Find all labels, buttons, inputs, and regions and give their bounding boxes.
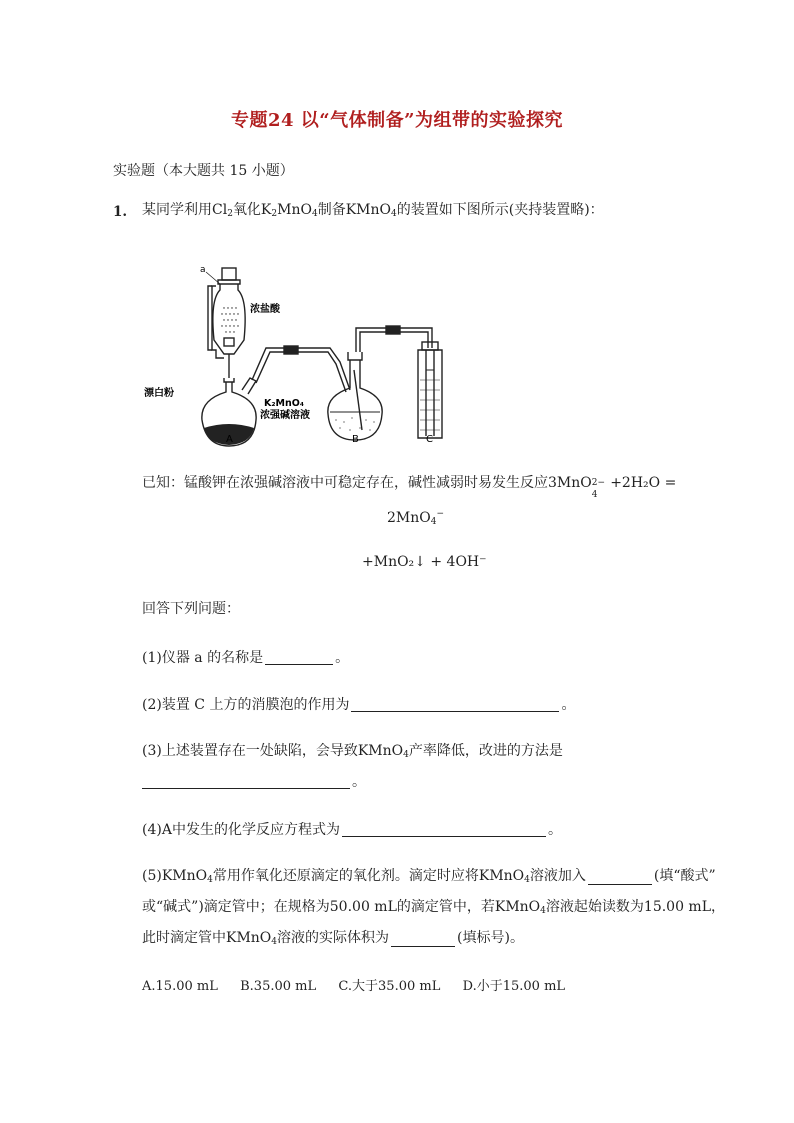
label-flask-a: A: [226, 434, 233, 445]
answer-blank-5a[interactable]: [588, 870, 652, 885]
label-bleaching-powder: 漂白粉: [144, 388, 174, 399]
known-line-1: 已知：锰酸钾在浓强碱溶液中可稳定存在，碱性减弱时易发生反应3MnO 2− 4 +2H₂O =: [142, 475, 677, 500]
part-2: (2)装置 C 上方的消膜泡的作用为 。: [142, 697, 576, 713]
answer-blank-3[interactable]: [142, 774, 350, 789]
label-cylinder-c: C: [426, 434, 433, 445]
apparatus-figure: [140, 250, 450, 450]
option-d[interactable]: D.小于15.00 mL: [462, 979, 566, 994]
answer-blank-4[interactable]: [342, 822, 546, 837]
funnel-stopper: [222, 268, 236, 280]
option-a[interactable]: A.15.00 mL: [142, 979, 218, 994]
known-line-3: +MnO₂↓ + 4OH⁻: [362, 554, 487, 570]
cylinder-c: [418, 350, 442, 438]
separatory-funnel: [213, 284, 245, 354]
page-title: 专题24 以“气体制备”为组带的实验探究: [230, 110, 564, 131]
section-heading: 实验题（本大题共 15 小题）: [113, 163, 294, 179]
answer-blank-1[interactable]: [265, 650, 333, 665]
part-1: (1)仪器 a 的名称是 。: [142, 650, 350, 666]
label-a: a: [200, 265, 206, 275]
question-stem: 某同学利用$Cl_2$氧化$K_2MnO_4$制备KMnO$_4$的装置如下图所示(夹持装置略)：: [142, 202, 604, 219]
answer-prompt: 回答下列问题：: [142, 601, 240, 617]
flask-b: [328, 360, 382, 440]
part-5-line-1: (5)KMnO$_4$常用作氧化还原滴定的氧化剂。滴定时应将KMnO$_4$溶液加入 (填“酸式”: [142, 868, 716, 885]
option-b[interactable]: B.35.00 mL: [240, 979, 317, 994]
part-3: (3)上述装置存在一处缺陷，会导致KMnO$_4$产率降低，改进的方法是: [142, 743, 563, 760]
part-4: (4)A中发生的化学反应方程式为 。: [142, 822, 562, 838]
part-5-line-3: 此时滴定管中KMnO$_4$溶液的实际体积为 (填标号)。: [142, 930, 524, 947]
connecting-tube-ab: [252, 348, 350, 390]
label-strong-base: 浓强碱溶液: [260, 410, 310, 421]
label-concentrated-hcl: 浓盐酸: [250, 304, 280, 315]
option-c[interactable]: C.大于35.00 mL: [338, 979, 441, 994]
answer-blank-2[interactable]: [351, 697, 559, 712]
label-k2mno4: K₂MnO₄: [264, 398, 304, 409]
answer-options: [142, 980, 565, 993]
label-flask-b: B: [352, 434, 359, 445]
part-3-answer: 。: [142, 774, 366, 789]
answer-blank-5b[interactable]: [391, 932, 455, 947]
question-number: 1.: [113, 204, 128, 220]
known-line-2: 2MnO$_4$−: [387, 509, 445, 527]
part-5-line-2: 或“碱式”)滴定管中；在规格为50.00 mL的滴定管中，若KMnO$_4$溶液起始读数为15.00 mL，: [142, 899, 726, 916]
